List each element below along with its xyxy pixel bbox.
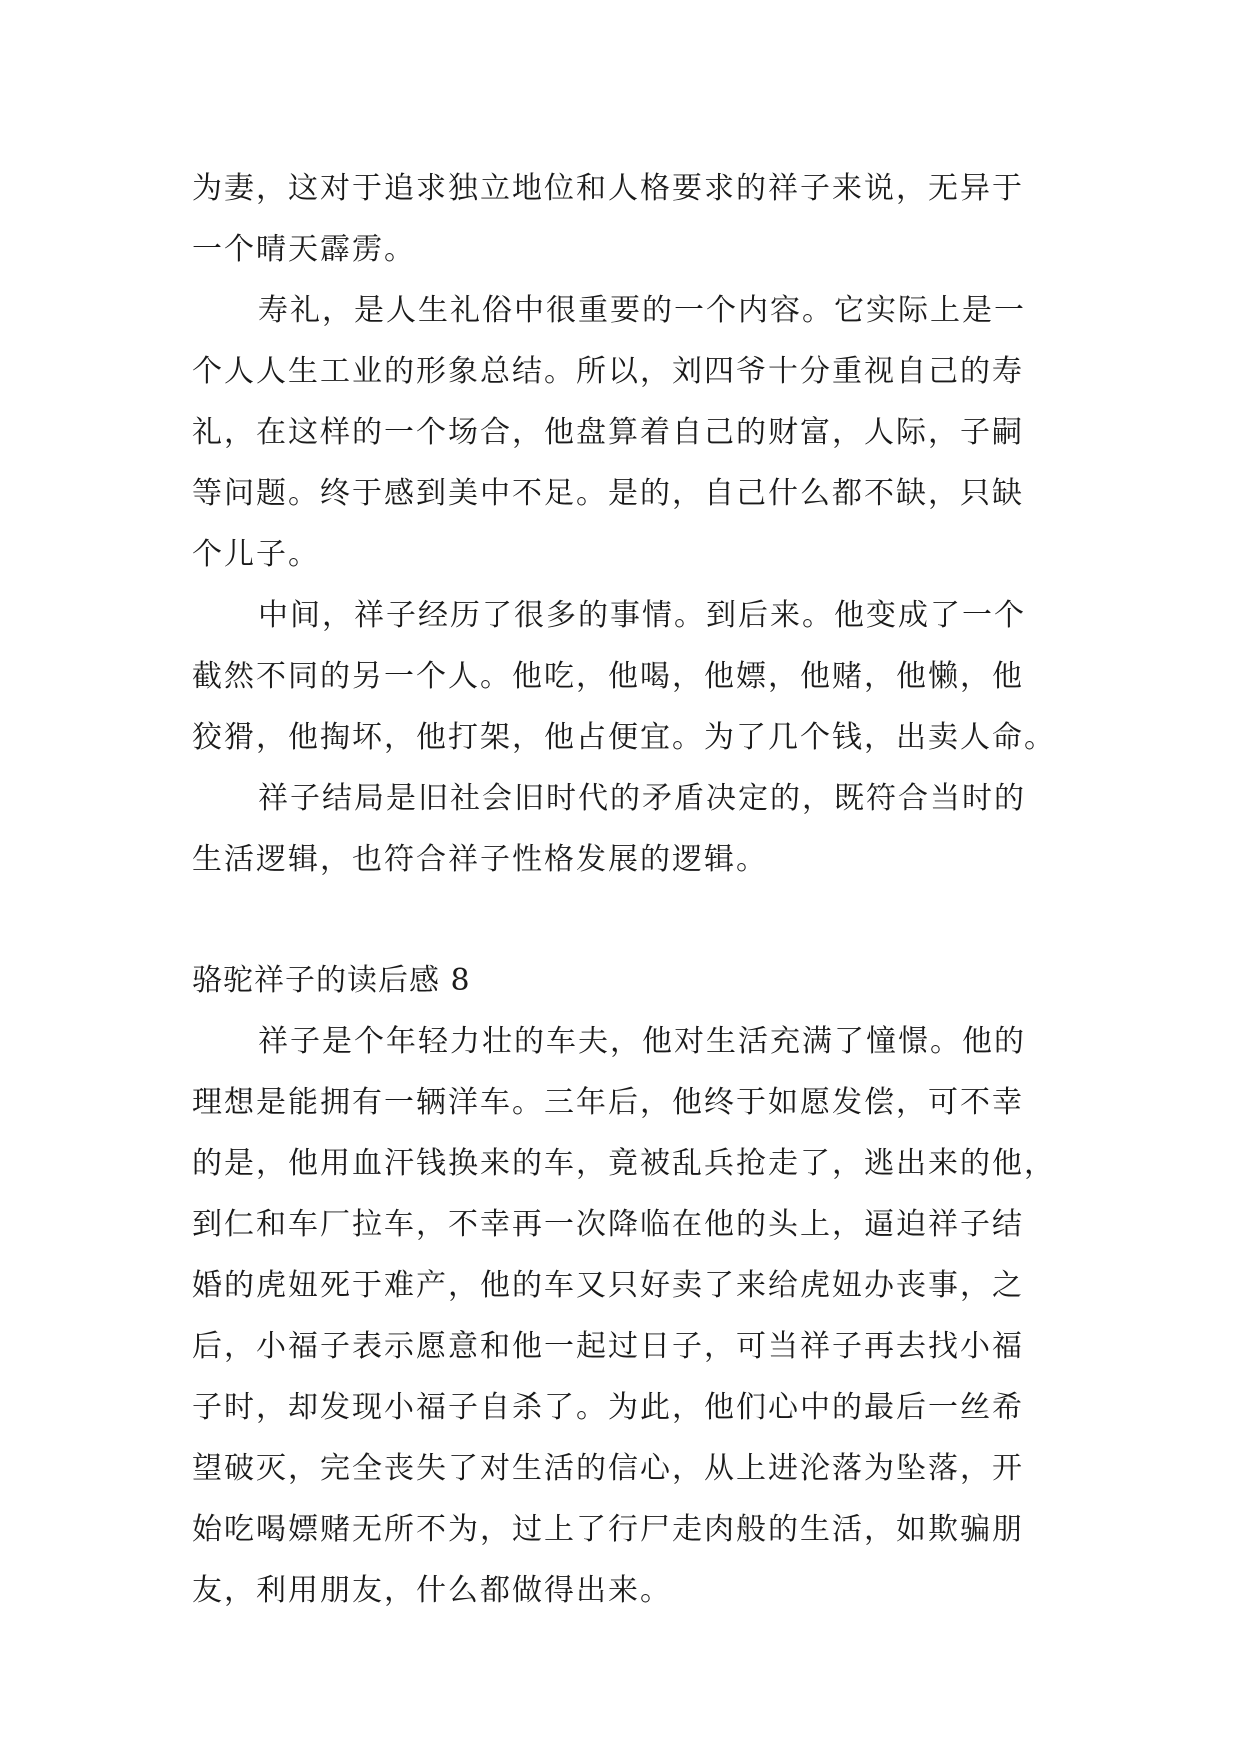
text-line: 一个晴天霹雳。 xyxy=(192,232,416,267)
text-line: 个儿子。 xyxy=(192,537,320,572)
paragraph-birthday-ceremony xyxy=(192,280,1052,585)
text-line: 祥子是个年轻力壮的车夫，他对生活充满了憧憬。他的 xyxy=(258,1024,1026,1059)
text-line: 望破灭，完全丧失了对生活的信心，从上进沦落为坠落，开 xyxy=(192,1451,1024,1486)
paragraph-summary xyxy=(192,1011,1056,1621)
text-line: 为妻，这对于追求独立地位和人格要求的祥子来说，无异于 xyxy=(192,171,1024,206)
text-line: 婚的虎妞死于难产，他的车又只好卖了来给虎妞办丧事，之 xyxy=(192,1268,1024,1303)
text-line: 友，利用朋友，什么都做得出来。 xyxy=(192,1573,672,1608)
text-line: 的是，他用血汗钱换来的车，竟被乱兵抢走了，逃出来的他， xyxy=(192,1146,1056,1181)
text-line: 等问题。终于感到美中不足。是的，自己什么都不缺，只缺 xyxy=(192,476,1024,511)
text-line: 始吃喝嫖赌无所不为，过上了行尸走肉般的生活，如欺骗朋 xyxy=(192,1512,1024,1547)
text-line: 祥子结局是旧社会旧时代的矛盾决定的，既符合当时的 xyxy=(258,781,1026,816)
text-line: 礼，在这样的一个场合，他盘算着自己的财富，人际，子嗣 xyxy=(192,415,1024,450)
text-line: 子时，却发现小福子自杀了。为此，他们心中的最后一丝希 xyxy=(192,1390,1024,1425)
text-line: 个人人生工业的形象总结。所以，刘四爷十分重视自己的寿 xyxy=(192,354,1024,389)
text-line: 理想是能拥有一辆洋车。三年后，他终于如愿发偿，可不幸 xyxy=(192,1085,1024,1120)
paragraph-transformation xyxy=(192,585,1056,768)
document-page xyxy=(192,158,1056,1621)
text-line: 生活逻辑，也符合祥子性格发展的逻辑。 xyxy=(192,842,768,877)
section-spacer xyxy=(192,890,1052,950)
text-line: 中间，祥子经历了很多的事情。到后来。他变成了一个 xyxy=(258,598,1026,633)
text-line: 狡猾，他掏坏，他打架，他占便宜。为了几个钱，出卖人命。 xyxy=(192,720,1056,755)
text-line: 后，小福子表示愿意和他一起过日子，可当祥子再去找小福 xyxy=(192,1329,1024,1364)
text-line: 寿礼，是人生礼俗中很重要的一个内容。它实际上是一 xyxy=(258,293,1026,328)
paragraph-continuation xyxy=(192,158,1052,280)
text-line: 到仁和车厂拉车，不幸再一次降临在他的头上，逼迫祥子结 xyxy=(192,1207,1024,1242)
paragraph-ending xyxy=(192,768,1052,890)
text-line: 截然不同的另一个人。他吃，他喝，他嫖，他赌，他懒，他 xyxy=(192,659,1024,694)
section-title: 骆驼祥子的读后感 8 xyxy=(192,963,471,998)
